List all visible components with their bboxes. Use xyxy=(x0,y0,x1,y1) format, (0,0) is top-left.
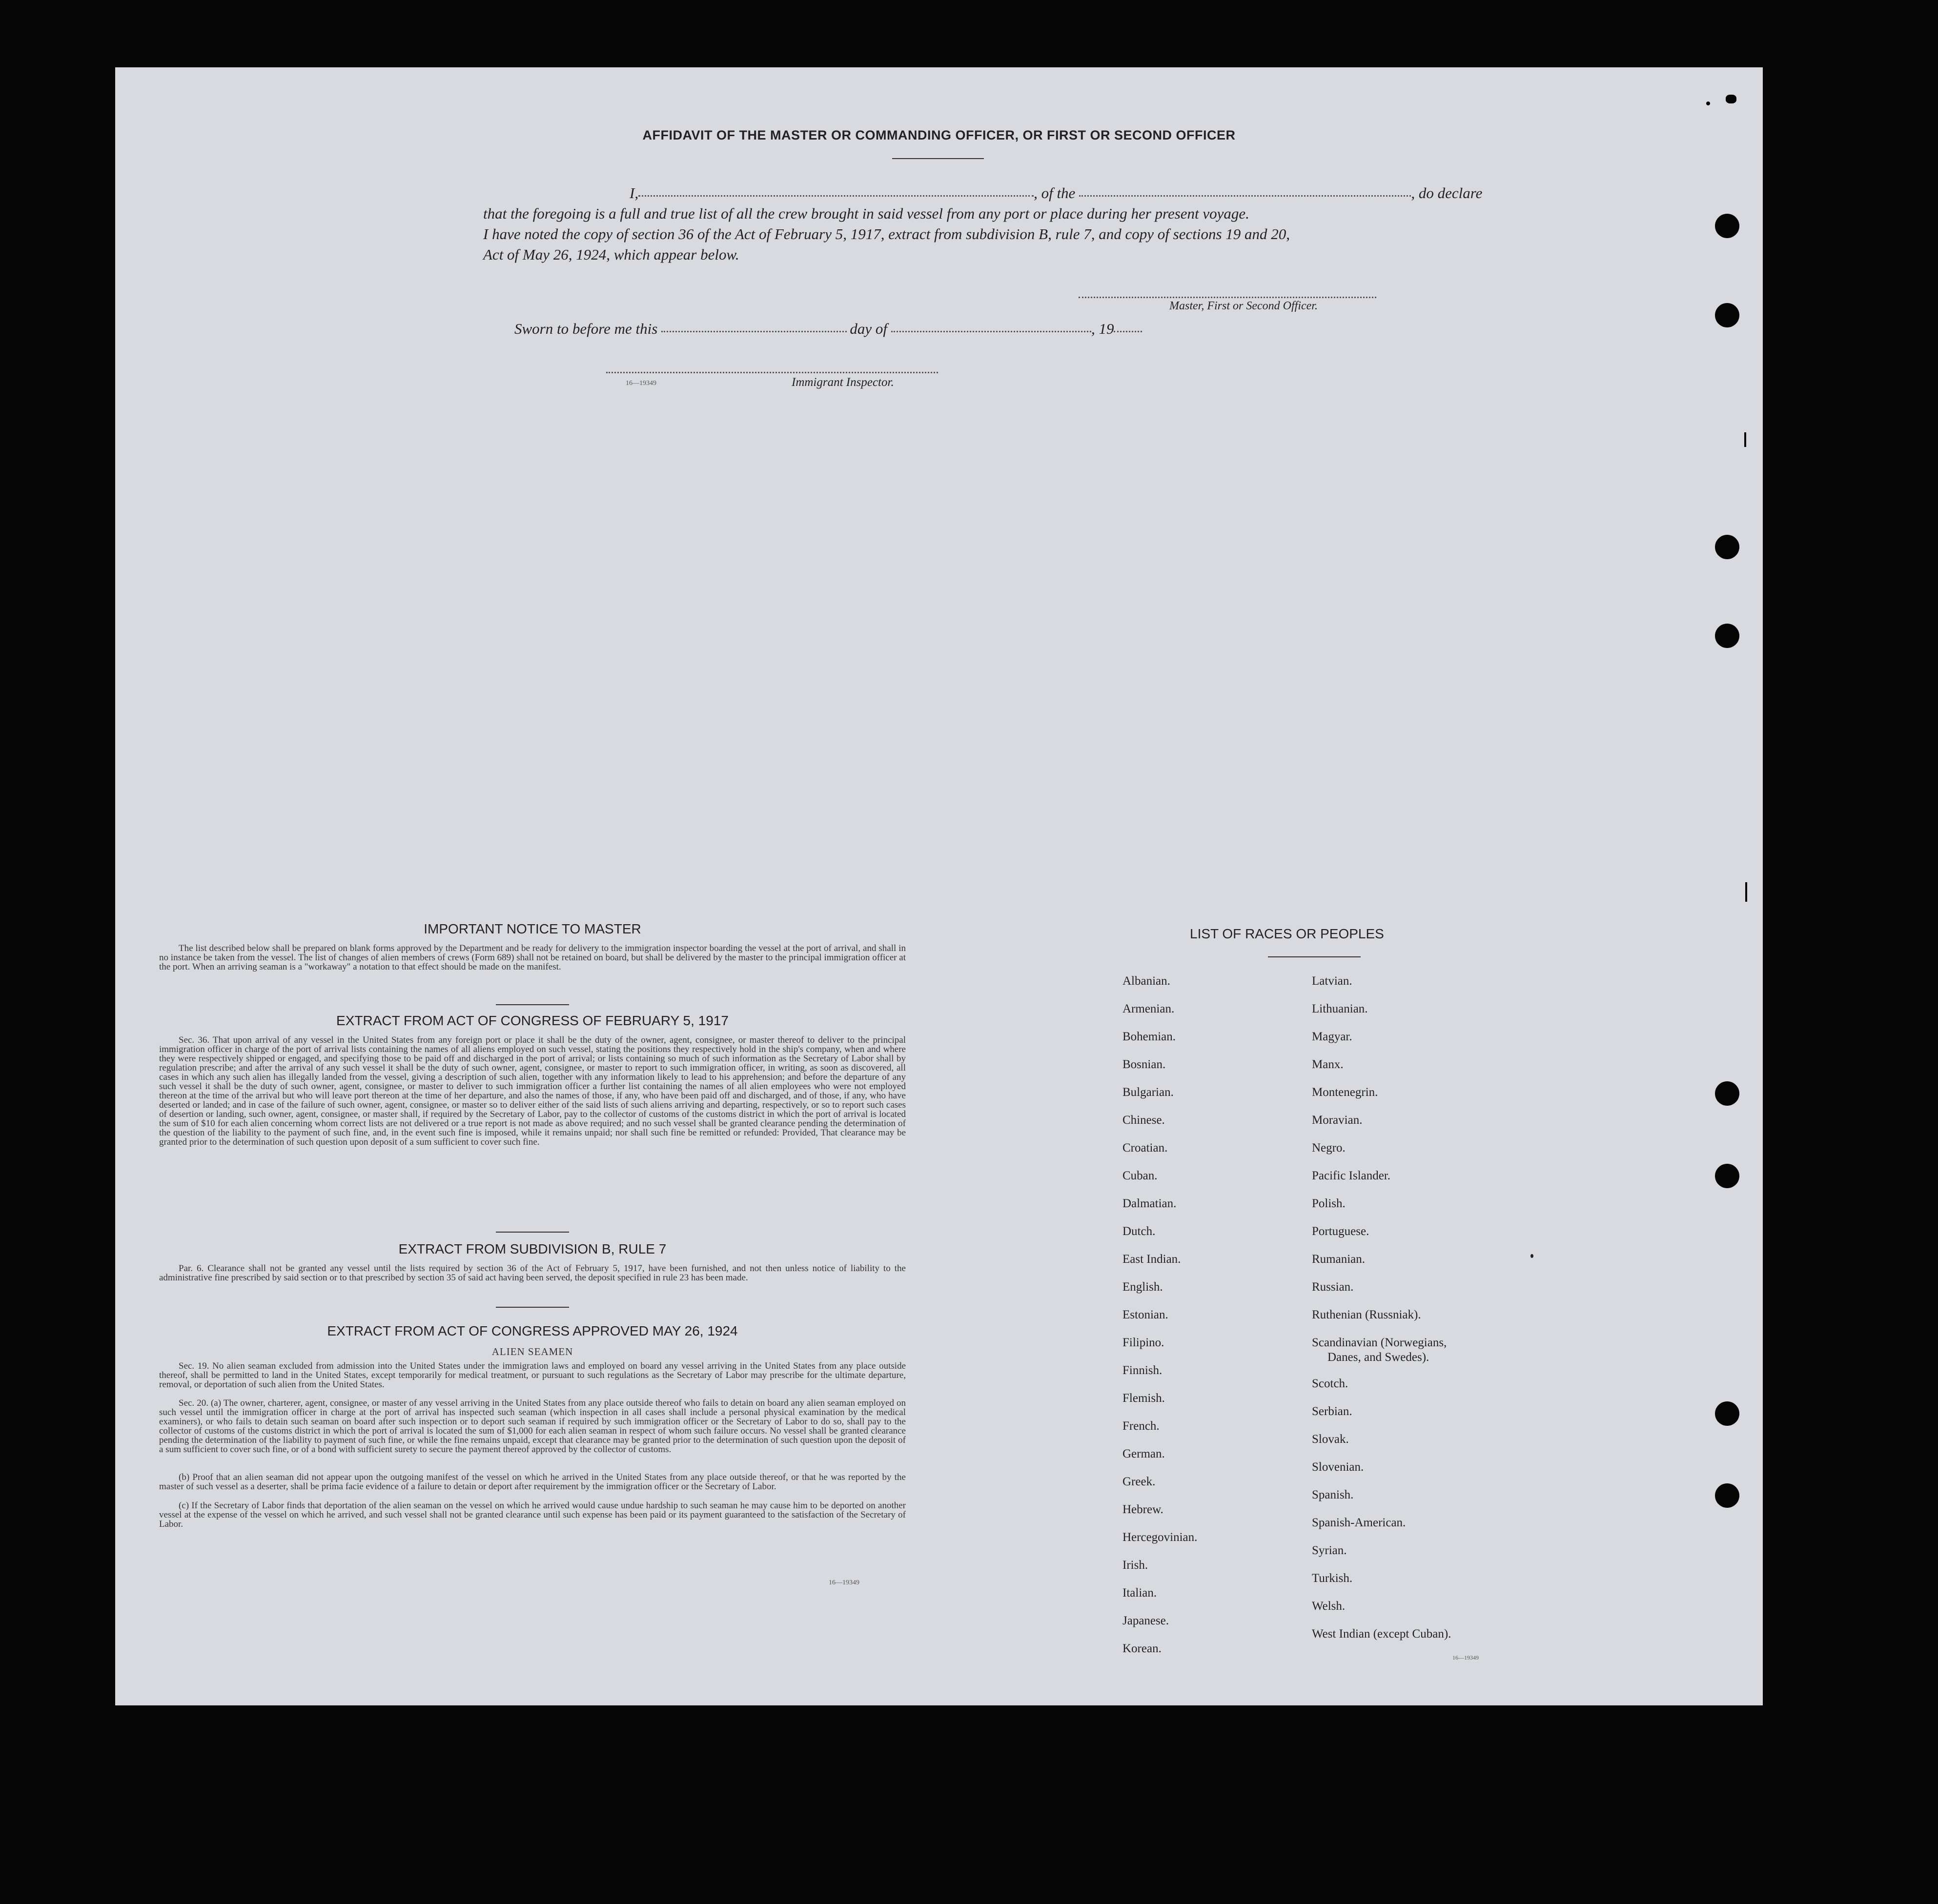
extract-1924-sec20a: Sec. 20. (a) The owner, charterer, agent, consignee, or master of any vessel arriving in the United States from any place outside thereof who fails to detain on board any alien seaman employed on such vessel until the immigration officer in charge at the port of arrival has inspected such seaman (which inspection in all cases shall include a personal physical examination by the medical examiners), or who fails to detain such seaman on board after such inspection or to deport such seaman if required by such immigration officer or the Secretary of Labor to do so, shall pay to the collector of customs of the customs district in which the port of arrival is located the sum of $1,000 for each alien seaman in respect of whom such failure occurs. No vessel shall be granted clearance pending the determination of the liability to payment of such fine, or while the fine remains unpaid, except that clearance may be granted prior to the determination of such question upon the deposit of a sum sufficient to cover such fine, or of a bond with sufficient surety to secure the payment thereof approved by the collector of customs. xyxy=(159,1398,906,1455)
extract-1924-subtitle: ALIEN SEAMEN xyxy=(491,1346,573,1357)
races-form-number: 16—19349 xyxy=(1452,1654,1479,1661)
race-item: West Indian (except Cuban). xyxy=(1312,1627,1451,1641)
extract-1924-title: EXTRACT FROM ACT OF CONGRESS APPROVED MAY 26, 1924 xyxy=(327,1323,738,1338)
race-item: Danes, and Swedes). xyxy=(1327,1351,1429,1364)
race-item: Scandinavian (Norwegians, xyxy=(1312,1336,1447,1349)
scan-speck xyxy=(1706,101,1710,105)
race-item: Portuguese. xyxy=(1312,1225,1369,1238)
extract-form-number: 16—19349 xyxy=(829,1579,859,1586)
sworn-month-blank xyxy=(891,320,1091,332)
race-item: Lithuanian. xyxy=(1312,1002,1368,1015)
race-item: Chinese. xyxy=(1122,1114,1165,1127)
punch-hole xyxy=(1715,1483,1739,1508)
declaration-line-3: I have noted the copy of section 36 of the Act of February 5, 1917, extract from subdivision B, rule 7, and copy of sections 19 and 20, xyxy=(483,225,1290,243)
race-item: Estonian. xyxy=(1122,1308,1168,1321)
race-item: Filipino. xyxy=(1122,1336,1164,1349)
sworn-text: Sworn to before me this xyxy=(514,320,658,337)
race-item: Russian. xyxy=(1312,1280,1354,1294)
race-item: Korean. xyxy=(1122,1642,1162,1655)
race-item: English. xyxy=(1122,1280,1163,1294)
race-item: Croatian. xyxy=(1122,1141,1168,1155)
document-sheet xyxy=(115,67,1763,1705)
race-item: Flemish. xyxy=(1122,1392,1165,1405)
declaration-of-the: , of the xyxy=(1034,184,1076,202)
extract-1924-sec19: Sec. 19. No alien seaman excluded from admission into the United States under the immigration laws and employed on board any vessel arriving in the United States from any place outside thereof, shall be permitted to land in the United States, except temporarily for medical treatment, or pursuant to such regulations as the Secretary of Labor may prescribe for the ultimate departure, removal, or deportation of such alien from the United States. xyxy=(159,1361,906,1390)
race-item: Japanese. xyxy=(1122,1614,1169,1627)
race-item: Dalmatian. xyxy=(1122,1197,1177,1210)
declaration-line-2: that the foregoing is a full and true list of all the crew brought in said vessel from any port or place during her present voyage. xyxy=(483,205,1249,222)
race-item: Hercegovinian. xyxy=(1122,1531,1198,1544)
declaration-do-declare: , do declare xyxy=(1411,184,1483,202)
notice-text: The list described below shall be prepared on blank forms approved by the Department and be ready for delivery to the immigration inspector boarding the vessel at the port of arrival, and shall in no instance be taken from the vessel. The list of changes of alien members of crews (Form 689) shall not be retained on board, but shall be delivered by the master to the principal immigration officer at the port. When an arriving seaman is a "workaway" a notation to that effect should be made on the manifest. xyxy=(159,943,906,972)
scan-speck xyxy=(1744,432,1746,447)
race-item: Latvian. xyxy=(1312,974,1352,988)
vessel-blank xyxy=(1079,184,1411,197)
race-item: Bulgarian. xyxy=(1122,1086,1174,1099)
extract-1917-title: EXTRACT FROM ACT OF CONGRESS OF FEBRUARY 5, 1917 xyxy=(336,1013,729,1028)
race-item: Albanian. xyxy=(1122,974,1170,988)
race-item: Italian. xyxy=(1122,1586,1157,1600)
race-item: Manx. xyxy=(1312,1058,1344,1071)
declaration-i: I, xyxy=(630,184,639,202)
extract-1917-text: Sec. 36. That upon arrival of any vessel in the United States from any foreign port or place it shall be the duty of the owner, agent, consignee, or master thereof to deliver to the principal immigration officer in charge of the port of arrival lists containing the names of all aliens employed on such vessel, stating the positions they respectively hold in the ship's company, when and where they were respectively shipped or engaged, and specifying those to be paid off and discharged in the port of arrival; or lists containing so much of such information as the Secretary of Labor shall by regulation prescribe; and after the arrival of any such vessel it shall be the duty of such owner, agent, consignee, or master to report to such immigration officer, in writing, as soon as discovered, all cases in which any such alien has illegally landed from the vessel, giving a description of such alien, together with any information likely to lead to his apprehension; and before the departure of any such vessel it shall be the duty of such owner, agent, consignee, or master to deliver to such immigration officer a further list containing the names of all alien employees who were not employed thereon at the time of the arrival but who will leave port thereon at the time of her departure, and also the names of those, if any, who have been paid off and discharged, and of those, if any, who have deserted or landed; and in case of the failure of such owner, agent, consignee, or master so to deliver either of the said lists of such aliens arriving and departing, respectively, or so to report such cases of desertion or landing, such owner, agent, consignee, or master shall, if required by the Secretary of Labor, pay to the collector of customs of the customs district in which the port of arrival is located the sum of $10 for each alien concerning whom correct lists are not delivered or a true report is not made as above required; and no such vessel shall be granted clearance pending the determination of the question of the liability to the payment of such fine, and, in the event such fine is imposed, while it remains unpaid; nor shall such fine be remitted or refunded: Provided, That clearance may be granted prior to the determination of such question upon deposit of a sum sufficient to cover such fine. xyxy=(159,1035,906,1147)
race-item: Montenegrin. xyxy=(1312,1086,1378,1099)
stray-dot xyxy=(1530,1254,1533,1258)
extract-rule7-text: Par. 6. Clearance shall not be granted any vessel until the lists required by section 36 of the Act of February 5, 1917, have been furnished, and not then unless notice of liability to the administrative fine prescribed by said section or to that prescribed by section 35 of said act having been served, the deposit specified in rule 23 has been made. xyxy=(159,1263,906,1283)
race-item: Syrian. xyxy=(1312,1544,1347,1557)
affidavit-title: AFFIDAVIT OF THE MASTER OR COMMANDING OFFICER, OR FIRST OR SECOND OFFICER xyxy=(642,128,1236,142)
punch-hole xyxy=(1715,214,1739,238)
extract-1924-sec20c: (c) If the Secretary of Labor finds that deportation of the alien seaman on the vessel on which he arrived would cause undue hardship to such seaman he may cause him to be deported on another vessel at the expense of the vessel on which he arrived, and such vessel shall not be granted clearance until such expense has been paid or its payment guaranteed to the satisfaction of the Secretary of Labor. xyxy=(159,1500,906,1529)
notice-divider xyxy=(496,1004,569,1005)
punch-hole xyxy=(1715,624,1739,648)
race-item: Slovenian. xyxy=(1312,1460,1364,1474)
extract-1917-divider xyxy=(496,1232,569,1233)
race-item: Serbian. xyxy=(1312,1405,1352,1418)
race-item: Negro. xyxy=(1312,1141,1346,1155)
races-column-1 xyxy=(1122,967,1197,1662)
declaration-line-1 xyxy=(514,184,1510,202)
sworn-day-blank xyxy=(661,320,847,332)
race-item: Welsh. xyxy=(1312,1600,1346,1613)
extract-1924-sec20b: (b) Proof that an alien seaman did not appear upon the outgoing manifest of the vessel on which he arrived in the United States from any place outside thereof, or that he was reported by the master of such vessel as a deserter, shall be prima facie evidence of a failure to detain or deport after requirement by the immigration officer or the Secretary of Labor. xyxy=(159,1472,906,1492)
race-item: Bosnian. xyxy=(1122,1058,1166,1071)
race-item: Moravian. xyxy=(1312,1114,1363,1127)
race-item: Magyar. xyxy=(1312,1030,1352,1043)
sworn-line xyxy=(514,320,1142,338)
sworn-year: , 19 xyxy=(1091,320,1114,337)
race-item: Rumanian. xyxy=(1312,1253,1366,1266)
race-item: German. xyxy=(1122,1447,1165,1460)
race-item: East Indian. xyxy=(1122,1253,1181,1266)
master-signature-caption: Master, First or Second Officer. xyxy=(1169,300,1318,312)
inspector-caption: Immigrant Inspector. xyxy=(792,376,894,389)
name-blank xyxy=(638,184,1034,197)
race-item: French. xyxy=(1122,1419,1160,1433)
affidavit-form-number: 16—19349 xyxy=(626,380,656,387)
sworn-year-blank xyxy=(1114,320,1142,332)
races-divider xyxy=(1268,956,1361,957)
race-item: Polish. xyxy=(1312,1197,1346,1210)
race-item: Turkish. xyxy=(1312,1572,1353,1585)
declaration-line-4: Act of May 26, 1924, which appear below. xyxy=(483,246,739,263)
title-divider xyxy=(892,158,984,159)
race-item: Dutch. xyxy=(1122,1225,1156,1238)
race-item: Irish. xyxy=(1122,1559,1148,1572)
race-item: Pacific Islander. xyxy=(1312,1169,1391,1182)
scan-speck xyxy=(1745,882,1747,902)
punch-hole xyxy=(1715,1164,1739,1188)
scan-speck xyxy=(1726,95,1736,103)
extract-rule7-divider xyxy=(496,1307,569,1308)
sworn-day-of: day of xyxy=(850,320,887,337)
race-item: Armenian. xyxy=(1122,1002,1175,1015)
race-item: Ruthenian (Russniak). xyxy=(1312,1308,1421,1321)
races-column-2 xyxy=(1312,967,1451,1648)
race-item: Hebrew. xyxy=(1122,1503,1163,1516)
extract-rule7-title: EXTRACT FROM SUBDIVISION B, RULE 7 xyxy=(398,1241,667,1256)
race-item: Scotch. xyxy=(1312,1377,1348,1390)
punch-hole xyxy=(1715,1081,1739,1106)
races-title: LIST OF RACES OR PEOPLES xyxy=(1190,926,1384,941)
race-item: Cuban. xyxy=(1122,1169,1158,1182)
race-item: Spanish. xyxy=(1312,1488,1354,1501)
punch-hole xyxy=(1715,303,1739,327)
race-item: Slovak. xyxy=(1312,1433,1349,1446)
race-item: Greek. xyxy=(1122,1475,1156,1488)
inspector-signature-line xyxy=(606,372,938,373)
punch-hole xyxy=(1715,535,1739,559)
race-item: Spanish-American. xyxy=(1312,1516,1406,1529)
race-item: Bohemian. xyxy=(1122,1030,1176,1043)
master-signature-line xyxy=(1079,297,1376,298)
punch-hole xyxy=(1715,1401,1739,1426)
race-item: Finnish. xyxy=(1122,1364,1163,1377)
notice-title: IMPORTANT NOTICE TO MASTER xyxy=(424,921,641,936)
